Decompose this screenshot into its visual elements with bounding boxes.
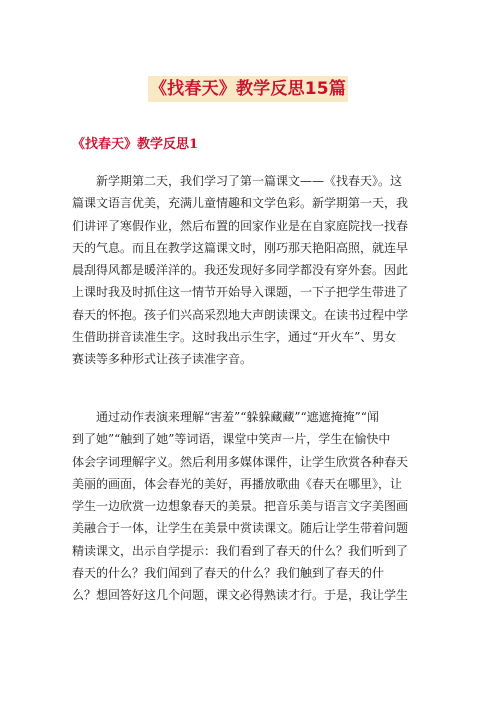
paragraph-line: 学生一边欣赏一边想象春天的美景。把音乐美与语言文字美图画 [72,499,409,514]
paragraph-line: 们讲评了寒假作业，然后布置的回家作业是在自家庭院找一找春 [72,218,409,233]
section-heading: 《找春天》教学反思1 [72,137,199,152]
paragraph-line: 美丽的画面，体会春光的美好，再播放歌曲《春天在哪里》，让 [72,476,403,491]
paragraph-2 [72,406,423,607]
paragraph-line: 到了她”“触到了她”等词语，课堂中笑声一片，学生在愉快中 [72,432,391,447]
paragraph-line: 篇课文语言优美，充满儿童情趣和文学色彩。新学期第一天，我 [72,196,409,211]
paragraph-line: 通过动作表演来理解“害羞”“躲躲藏藏”“遮遮掩掩”“闻 [96,410,379,424]
paragraph-line: 春天的怀抱。孩子们兴高采烈地大声朗读课文。在读书过程中学 [72,307,409,322]
paragraph-line: 生借助拼音读准生字。这时我出示生字，通过“开火车”、男女 [72,330,397,345]
paragraph-line: 精读课文，出示自学提示：我们看到了春天的什么？我们听到了 [72,543,409,558]
paragraph-line: 春天的什么？我们闻到了春天的什么？我们触到了春天的什 [72,566,385,581]
paragraph-line: 美融合于一体，让学生在美景中赏读课文。随后让学生带着问题 [72,521,409,536]
paragraph-line: 天的气息。而且在教学这篇课文时，刚巧那天艳阳高照，就连早 [72,240,409,255]
paragraph-1 [72,170,423,371]
paragraph-line: 赛读等多种形式让孩子读准字音。 [72,352,253,367]
paragraph-line: 上课时我及时抓住这一情节开始导入课题，一下子把学生带进了 [72,285,409,300]
paragraph-line: 新学期第二天，我们学习了第一篇课文——《找春天》。这 [96,174,403,188]
paragraph-line: 晨刮得风都是暖洋洋的。我还发现好多同学都没有穿外套。因此 [72,263,409,278]
document-title: 《找春天》教学反思15篇 [148,76,348,102]
paragraph-line: 么？想回答好这几个问题，课文必得熟读才行。于是，我让学生 [72,588,409,603]
paragraph-line: 体会字词理解字义。然后利用多媒体课件，让学生欣赏各种春天 [72,454,409,469]
title-container [0,76,496,102]
